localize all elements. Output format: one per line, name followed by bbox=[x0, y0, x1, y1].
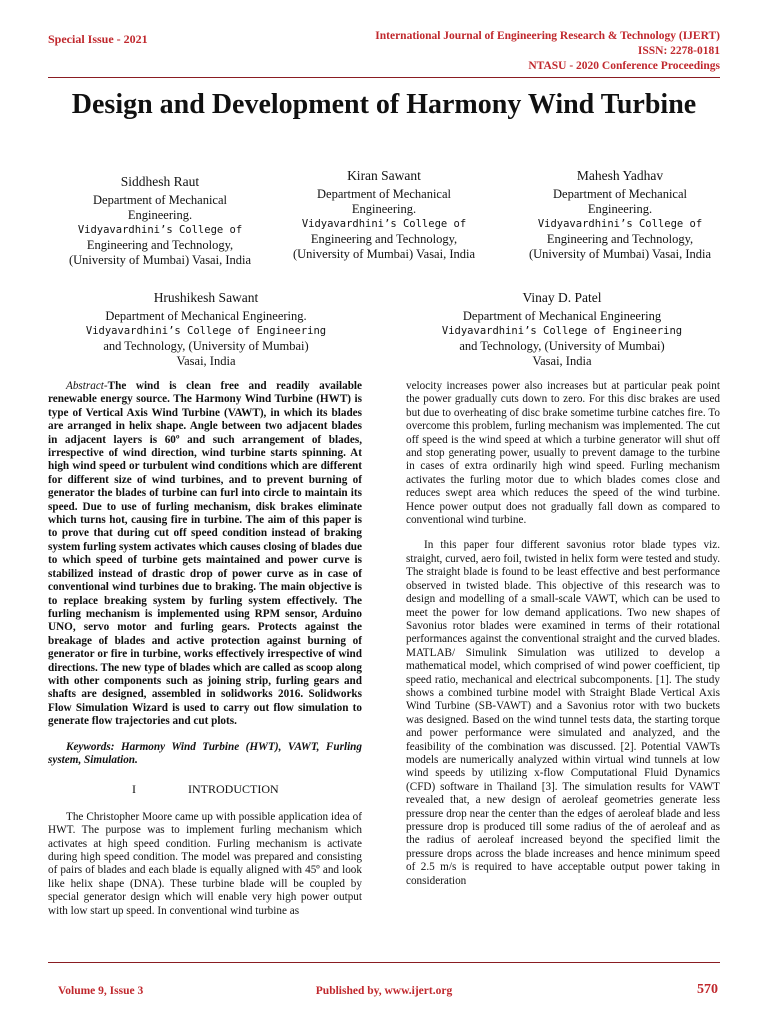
right-column bbox=[406, 380, 720, 888]
author-affiliation-line: Vidyavardhini’s College of bbox=[537, 218, 703, 230]
footer-volume: Volume 9, Issue 3 bbox=[58, 985, 144, 997]
author-affiliation-line: Department of Mechanical bbox=[93, 193, 227, 207]
author-name: Siddhesh Raut bbox=[120, 174, 200, 189]
author-affiliation-line: Vidyavardhini’s College of Engineering bbox=[441, 325, 683, 337]
author-name: Kiran Sawant bbox=[347, 168, 421, 183]
author-affiliation-line: Engineering. bbox=[351, 202, 417, 216]
author-affiliation-line: and Technology, (University of Mumbai) bbox=[459, 339, 665, 353]
author-affiliation-line: Department of Mechanical bbox=[553, 187, 687, 201]
footer-divider bbox=[48, 962, 720, 963]
header-left: Special Issue - 2021 bbox=[48, 32, 148, 46]
author-affiliation-line: (University of Mumbai) Vasai, India bbox=[68, 253, 252, 267]
issn: ISSN: 2278-0181 bbox=[637, 45, 720, 57]
author-affiliation-line: and Technology, (University of Mumbai) bbox=[103, 339, 309, 353]
author-affiliation-line: Vidyavardhini’s College of bbox=[301, 218, 467, 230]
conference-name: NTASU - 2020 Conference Proceedings bbox=[528, 60, 720, 72]
author-block bbox=[40, 174, 280, 268]
author-name: Hrushikesh Sawant bbox=[153, 290, 259, 305]
author-affiliation-line: Vasai, India bbox=[532, 354, 592, 368]
author-affiliation-line: Department of Mechanical bbox=[317, 187, 451, 201]
author-affiliation-line: Department of Mechanical Engineering. bbox=[105, 309, 307, 323]
author-affiliation-line: Vidyavardhini’s College of bbox=[77, 224, 243, 236]
author-affiliation-line: Engineering and Technology, bbox=[310, 232, 458, 246]
author-affiliation-line: Vidyavardhini’s College of Engineering bbox=[85, 325, 327, 337]
section-title: INTRODUCTION bbox=[188, 782, 279, 797]
author-name: Mahesh Yadhav bbox=[576, 168, 664, 183]
author-name: Vinay D. Patel bbox=[522, 290, 602, 305]
author-affiliation-line: Engineering. bbox=[587, 202, 653, 216]
footer-publisher: Published by, www.ijert.org bbox=[315, 985, 453, 997]
author-affiliation-line: Department of Mechanical Engineering bbox=[462, 309, 662, 323]
body-paragraph: velocity increases power also increases but at particular peak point the power gradually cuts down to zero. For this disc brakes are used but due to overheating of disc brake sometime turbine catches fire. To overcome this problem, furling mechanism was implemented. The cut off speed is the wind speed at which a turbine generator will shut off and stop generating power, usually to prevent damage to the turbine in cases of extra ordinarily high wind speed. Furling mechanism activates the furling motor due to which blades comes close and reduces swept area which reduces the speed of the wind turbine. Hence power output does not gradually fall down as compared to conventional wind turbine. bbox=[406, 380, 720, 527]
section-heading bbox=[48, 783, 362, 796]
abstract-text: The wind is clean free and readily available renewable energy source. The Harmony Wind Turbine (HWT) is type of Vertical Axis Wind Turbine (VAWT), in which its blades are arranged in helix shape. Angle between two adjacent blades in adjacent layers is 60º and such arrangement of blades, irrespective of wind direction, wind turbine starts spinning. At high wind speed or turbulent wind conditions which are different for different size of wind turbines, and to prevent burning of generator the blades of turbine can furl into circle to maintain its speed. Due to use of furling mechanism, disk brakes eliminate which turns hot, causing fire in turbine. The aim of this paper is to prove that during cut off speed condition instead of braking system furling system activates which causes closing of blades due to which speed of turbine gets maintained and power curve is stabilized instead of drastic drop of power curve as in case of conventional wind turbines due to braking. The main objective is to replace breaking system by furling system effectively. The furling mechanism is implemented using RPM sensor, Arduino UNO, servo motor and furling gears. Protects against the breakage of blades and active protection against burning of generator or fire in turbine, works effectively irrespective of wind directions. The new type of blades which are called as scoop along with other components such as joining strip, furling gears and shafts are designed, assembled in solidworks 2016. Solidworks Flow Simulation Wizard is used to carry out flow simulation to generate flow trajectories and cut plots. bbox=[48, 380, 362, 728]
page-number: 570 bbox=[697, 982, 718, 997]
author-affiliation-line: Engineering. bbox=[127, 208, 193, 222]
author-affiliation-line: (University of Mumbai) Vasai, India bbox=[528, 247, 712, 261]
header-divider bbox=[48, 77, 720, 78]
body-paragraph: In this paper four different savonius rotor blade types viz. straight, curved, aero foil, twisted in helix form were tested and study. The straight blade is found to be least effective and best performance observed in twisted blade. This objective of this research was to design and modelling of a small-scale VAWT, which can be used to meet the power for low demand applications. Two new shapes of Savonius rotor blades were examined in terms of their rotational performances against the conventional straight and the curved blades. MATLAB/ Simulink Simulation was utilized to develop a mathematical model, which comprised of wind power coefficient, tip speed ratio, mechanical and electrical subcomponents. [1]. The study shows a combined turbine model with Straight Blade Vertical Axis Wind Turbine (SB-VAWT) and a Savonius rotor with two buckets was designed. Based on the wind tunnel tests data, the starting torque and power performance were simulated and analyzed, and the feasibility of the combination was discussed. [2]. Potential VAWTs models are numerically analyzed within virtual wind tunnels at low wind speeds by utilizing x-flow Computational Fluid Dynamics (CFD) software in Thailand [3]. The simulation results for VAWT revealed that, a new design of aeroleaf geometries generate less pressure drop near the center than the edges of aeroleaf blade and less pressure drop is produced till some radius of the of aeroleaf and as the radius of aeroleaf increased beyond the specified limit the pressure drops across the blade increases and hence minimum speed of 2.5 m/s is required to have acceptable output power taking in consideration bbox=[406, 539, 720, 887]
keywords-paragraph: Keywords: Harmony Wind Turbine (HWT), VAWT, Furling system, Simulation. bbox=[48, 740, 362, 766]
author-block bbox=[72, 290, 340, 369]
paper-title: Design and Development of Harmony Wind Turbine bbox=[71, 89, 697, 120]
abstract-paragraph bbox=[48, 380, 362, 729]
author-affiliation-line: Engineering and Technology, bbox=[546, 232, 694, 246]
body-paragraph: The Christopher Moore came up with possible application idea of HWT. The purpose was to implement furling mechanism which activates at high speed condition. Furling mechanism is activate during high speed condition. The model was prepared and consisting of pairs of blades and each blade is equally aligned with 45º and look like helix shape (DNA). These turbine blade will be coupled by special generator design which will enable very high power output with low start up speed. In conventional wind turbine as bbox=[48, 810, 362, 917]
author-affiliation-line: Vasai, India bbox=[176, 354, 236, 368]
abstract-label: Abstract- bbox=[66, 380, 108, 392]
author-block bbox=[264, 168, 504, 262]
author-block bbox=[428, 290, 696, 369]
left-column bbox=[48, 380, 362, 918]
author-block bbox=[500, 168, 740, 262]
author-affiliation-line: Engineering and Technology, bbox=[86, 238, 234, 252]
section-number: I bbox=[132, 782, 136, 797]
header-journal-info bbox=[300, 29, 720, 74]
author-affiliation-line: (University of Mumbai) Vasai, India bbox=[292, 247, 476, 261]
journal-name: International Journal of Engineering Research & Technology (IJERT) bbox=[375, 30, 720, 42]
